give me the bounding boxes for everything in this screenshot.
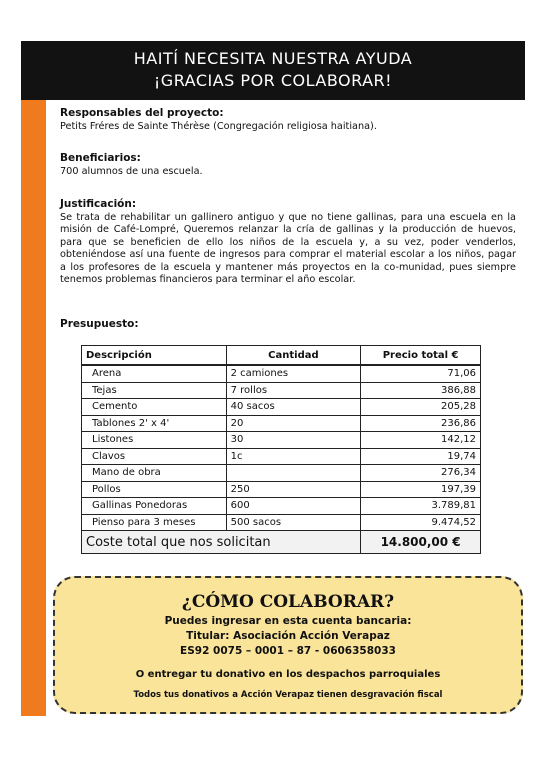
section-beneficiarios [60,152,516,178]
row-description: Listones [82,432,227,449]
section-responsables [60,107,516,133]
collaborate-title: ¿CÓMO COLABORAR? [181,592,395,612]
row-price: 71,06 [361,365,481,382]
total-row [82,531,481,554]
row-quantity: 20 [226,415,361,432]
row-description: Mano de obra [82,465,227,482]
table-row [82,399,481,416]
row-description: Pollos [82,481,227,498]
beneficiarios-text: 700 alumnos de una escuela. [60,166,203,177]
row-description: Tejas [82,382,227,399]
total-value: 14.800,00 € [361,531,481,554]
row-price: 236,86 [361,415,481,432]
row-quantity: 1c [226,448,361,465]
orange-side-bar [21,100,46,716]
row-description: Gallinas Ponedoras [82,498,227,515]
parish-offices-text: O entregar tu donativo en los despachos parroquiales [135,669,441,680]
table-row [82,365,481,382]
responsables-text: Petits Fréres de Sainte Thérèse (Congregación religiosa haitiana). [60,121,377,132]
row-description: Clavos [82,448,227,465]
row-description: Cemento [82,399,227,416]
row-price: 386,88 [361,382,481,399]
table-row [82,465,481,482]
tax-deduction-note: Todos tus donativos a Acción Verapaz tienen desgravación fiscal [133,690,443,700]
account-holder-text: Titular: Asociación Acción Verapaz [186,630,390,642]
section-justificacion [60,198,516,286]
row-quantity: 30 [226,432,361,449]
table-row [82,415,481,432]
row-quantity: 7 rollos [226,382,361,399]
table-row [82,498,481,515]
row-description: Pienso para 3 meses [82,514,227,531]
budget-table [81,345,481,554]
row-price: 205,28 [361,399,481,416]
column-header-descripcion: Descripción [82,346,227,366]
row-description: Arena [82,365,227,382]
justificacion-heading: Justificación: [60,198,137,210]
row-price: 276,34 [361,465,481,482]
row-description: Tablones 2' x 4' [82,415,227,432]
page-header [21,41,525,100]
row-quantity: 250 [226,481,361,498]
bank-account-number: ES92 0075 – 0001 – 87 - 0606358033 [180,645,396,657]
budget-table-header-row [82,346,481,366]
justificacion-text: Se trata de rehabilitar un gallinero antiguo y que no tiene gallinas, para una escuela en la misión de Café-Lompré, Queremos relanzar la cría de gallinas y la producción de huevos, para que se beneficien de ello los niños de la escuela y, a su vez, poder venderlos, obteniéndose así una fuente de ingresos para comprar el material escolar a los niños, pagar a los profesores de la escuela y mantener más proyectos en la co-munidad, pues siempre tenemos problemas financieros para terminar el año escolar. [60,212,516,286]
row-price: 142,12 [361,432,481,449]
row-quantity: 500 sacos [226,514,361,531]
table-row [82,514,481,531]
row-quantity: 600 [226,498,361,515]
table-row [82,432,481,449]
responsables-heading: Responsables del proyecto: [60,107,224,119]
row-quantity [226,465,361,482]
row-quantity: 2 camiones [226,365,361,382]
table-row [82,448,481,465]
bank-intro-text: Puedes ingresar en esta cuenta bancaria: [164,615,412,627]
header-title-line1: HAITÍ NECESITA NUESTRA AYUDA [133,49,413,68]
table-row [82,382,481,399]
beneficiarios-heading: Beneficiarios: [60,152,141,164]
table-row [82,481,481,498]
row-price: 197,39 [361,481,481,498]
column-header-precio: Precio total € [361,346,481,366]
column-header-cantidad: Cantidad [226,346,361,366]
total-label: Coste total que nos solicitan [82,531,361,554]
row-price: 9.474,52 [361,514,481,531]
section-presupuesto [60,318,516,330]
row-quantity: 40 sacos [226,399,361,416]
row-price: 3.789,81 [361,498,481,515]
presupuesto-heading: Presupuesto: [60,318,139,330]
header-title-line2: ¡GRACIAS POR COLABORAR! [153,71,393,90]
row-price: 19,74 [361,448,481,465]
collaborate-box [53,576,523,714]
